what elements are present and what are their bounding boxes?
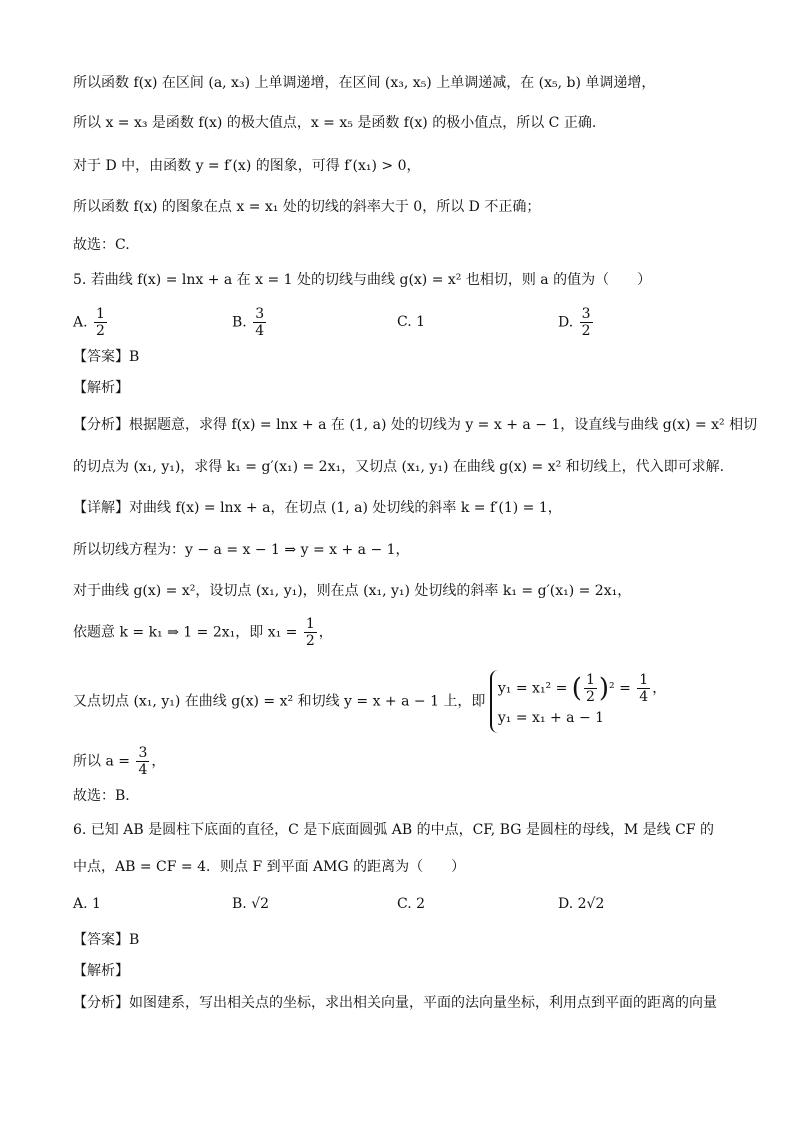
fraction: $\frac{3}{2}$: [581, 306, 591, 339]
text-line: 故选：B.: [73, 788, 130, 804]
text-line: 的切点为 (x₁, y₁)，求得 k₁ = g′(x₁) = 2x₁，又切点 (x₁, y₁) 在曲线 g(x) = x² 和切线上，代入即可求解.: [73, 459, 725, 475]
question-5: 5. 若曲线 f(x) = lnx + a 在 x = 1 处的切线与曲线 g(x) = x² 也相切，则 a 的值为（ ）: [73, 272, 652, 288]
text-line: 对于曲线 g(x) = x²，设切点 (x₁, y₁)，则在点 (x₁, y₁) 处切线的斜率 k₁ = g′(x₁) = 2x₁，: [73, 583, 632, 599]
q5-option-c: C. 1: [397, 314, 426, 330]
text-line: 所以 a = $\frac{3}{4}$ ，: [73, 745, 166, 778]
fraction: $\frac{3}{4}$: [138, 745, 148, 778]
text-line: 所以 x = x₃ 是函数 f(x) 的极大值点，x = x₅ 是函数 f(x) 的极小值点，所以 C 正确.: [73, 115, 597, 131]
text-line: 依题意 k = k₁ ⇒ 1 = 2x₁，即 x₁ = $\frac{1}{2}$ ，: [73, 616, 333, 649]
q6-option-b: B. √2: [232, 896, 270, 912]
q5-option-a: A. $\frac{1}{2}$: [73, 306, 105, 339]
text-line: 又点切点 (x₁, y₁) 在曲线 g(x) = x² 和切线 y = x + a − 1 上，即 y₁ = x₁² = ( $\frac{1}{2}$ )² = $\frac{1}{4}$ ， y₁ = x₁ + a − 1: [73, 670, 666, 733]
text-line: 所以函数 f(x) 在区间 (a, x₃) 上单调递增，在区间 (x₃, x₅) 上单调递减，在 (x₅, b) 单调递增，: [73, 75, 656, 91]
equation-system: y₁ = x₁² = ( $\frac{1}{2}$ )² = $\frac{1}{4}$ ， y₁ = x₁ + a − 1: [490, 670, 666, 733]
answer-label: 【答案】B: [73, 932, 140, 948]
text-line: 【分析】如图建系，写出相关点的坐标，求出相关向量，平面的法向量坐标，利用点到平面的距离的向量: [73, 995, 717, 1011]
answer-label: 【答案】B: [73, 349, 140, 365]
text-line: 【详解】对曲线 f(x) = lnx + a，在切点 (1, a) 处切线的斜率 k = f′(1) = 1，: [73, 500, 562, 516]
text-line: 故选：C.: [73, 237, 130, 253]
text-line: 对于 D 中，由函数 y = f′(x) 的图象，可得 f′(x₁) > 0，: [73, 158, 421, 174]
q5-option-d: D. $\frac{3}{2}$: [558, 306, 591, 339]
fraction: $\frac{1}{2}$: [96, 306, 105, 339]
q5-option-b: B. $\frac{3}{4}$: [232, 306, 265, 339]
q6-option-d: D. 2√2: [558, 896, 605, 912]
text-line: 【分析】根据题意，求得 f(x) = lnx + a 在 (1, a) 处的切线为 y = x + a − 1，设直线与曲线 g(x) = x² 相切: [73, 417, 758, 433]
text-line: 所以函数 f(x) 的图象在点 x = x₁ 处的切线的斜率大于 0，所以 D 不正确；: [73, 199, 541, 215]
q6-option-a: A. 1: [73, 896, 101, 912]
q6-option-c: C. 2: [397, 896, 426, 912]
question-6: 6. 已知 AB 是圆柱下底面的直径，C 是下底面圆弧 AB 的中点，CF, BG 是圆柱的母线，M 是线 CF 的: [73, 822, 715, 838]
analysis-label: 【解析】: [73, 380, 129, 396]
text-line: 中点，AB = CF = 4．则点 F 到平面 AMG 的距离为（ ）: [73, 859, 466, 875]
fraction: $\frac{3}{4}$: [255, 306, 265, 339]
text-line: 所以切线方程为：y − a = x − 1 ⇒ y = x + a − 1，: [73, 542, 410, 558]
analysis-label: 【解析】: [73, 963, 129, 979]
fraction: $\frac{1}{2}$: [305, 616, 315, 649]
